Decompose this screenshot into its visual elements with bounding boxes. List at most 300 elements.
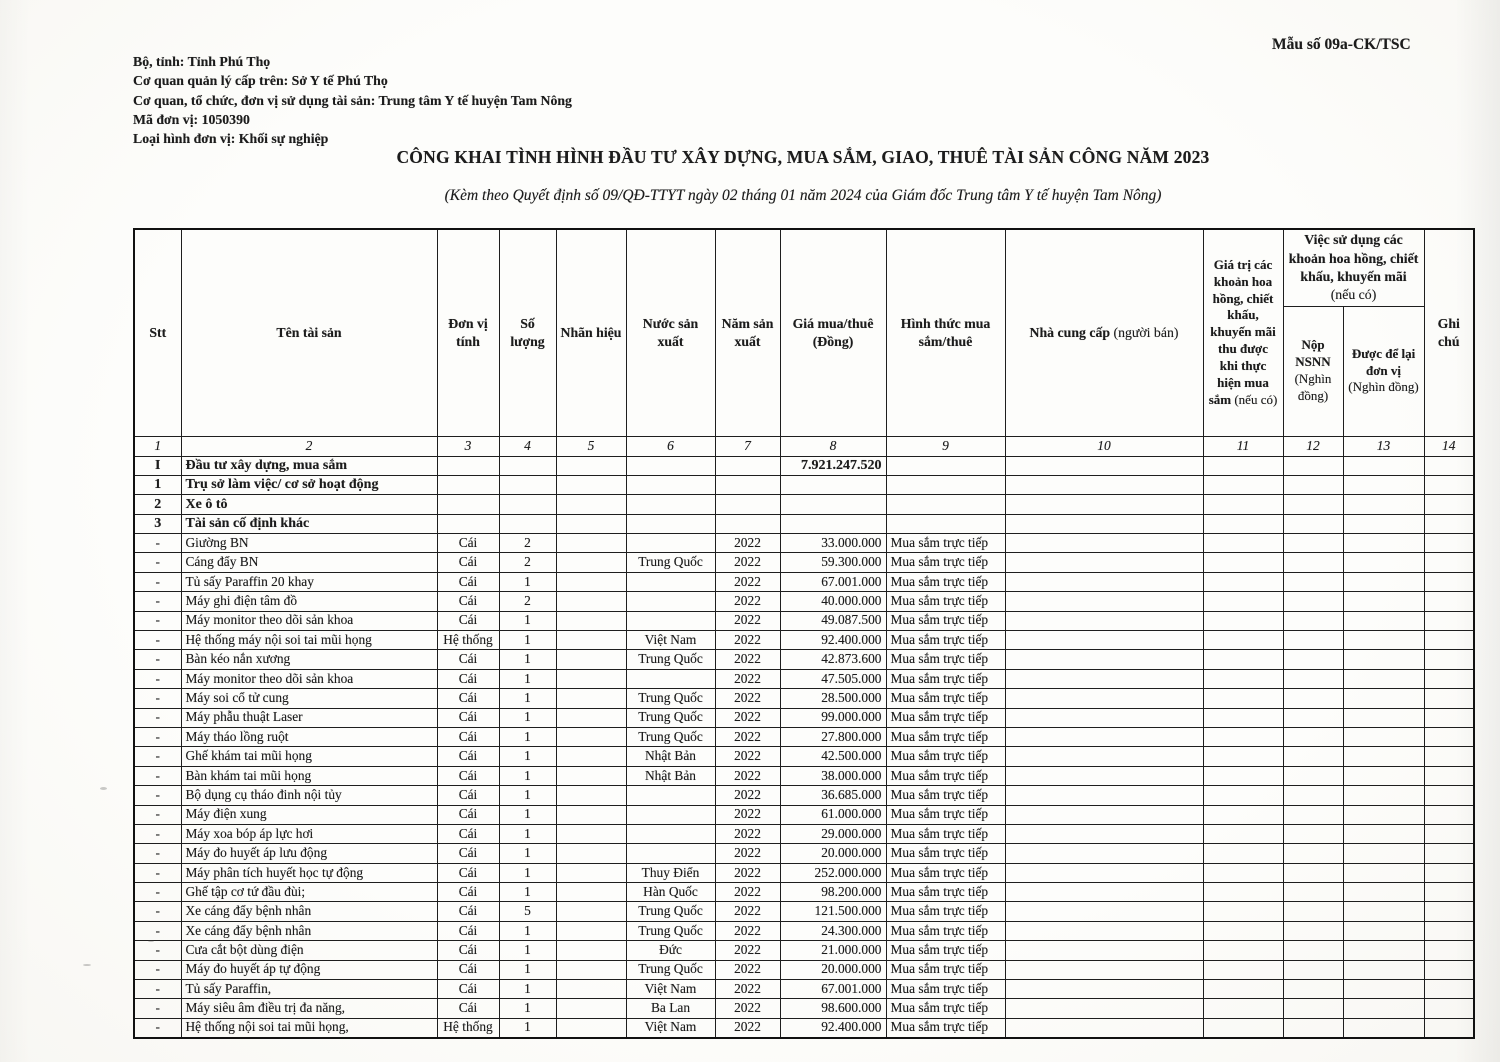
brand-cell	[556, 534, 626, 553]
year-cell: 2022	[715, 980, 780, 999]
supplier-cell	[1005, 689, 1203, 708]
unit-cell: Cái	[437, 611, 499, 630]
note-cell	[1424, 669, 1474, 688]
method-cell: Mua sắm trực tiếp	[886, 650, 1005, 669]
brand-cell	[556, 631, 626, 650]
unit-cell: Cái	[437, 921, 499, 940]
unit-cell: Cái	[437, 534, 499, 553]
year-cell	[715, 456, 780, 475]
retained-cell	[1343, 999, 1424, 1018]
nsnn-cell	[1283, 708, 1343, 727]
header-discount-usage-group: Việc sử dụng các khoản hoa hồng, chiết khấu, khuyến mãi (nếu có)	[1283, 229, 1424, 306]
country-cell: Việt Nam	[626, 980, 715, 999]
year-cell: 2022	[715, 883, 780, 902]
discount-cell	[1203, 980, 1283, 999]
retained-cell	[1343, 650, 1424, 669]
name-cell: Máy xoa bóp áp lực hơi	[181, 824, 437, 843]
nsnn-cell	[1283, 514, 1343, 533]
unit-cell: Cái	[437, 863, 499, 882]
qty-cell: 1	[499, 824, 556, 843]
supplier-cell	[1005, 592, 1203, 611]
note-cell	[1424, 727, 1474, 746]
org-line-superior-agency: Cơ quan quản lý cấp trên: Sở Y tế Phú Thọ	[133, 73, 388, 89]
year-cell: 2022	[715, 863, 780, 882]
brand-cell	[556, 727, 626, 746]
header-brand: Nhãn hiệu	[556, 229, 626, 436]
stt-cell: -	[134, 805, 181, 824]
brand-cell	[556, 980, 626, 999]
stt-cell: -	[134, 747, 181, 766]
price-cell: 20.000.000	[780, 960, 886, 979]
column-number: 12	[1283, 436, 1343, 456]
brand-cell	[556, 689, 626, 708]
unit-cell: Cái	[437, 766, 499, 785]
asset-row	[134, 592, 1474, 611]
note-cell	[1424, 650, 1474, 669]
table-header-row-1	[134, 229, 1474, 306]
qty-cell: 1	[499, 980, 556, 999]
supplier-cell	[1005, 572, 1203, 591]
supplier-cell	[1005, 534, 1203, 553]
section-row	[134, 475, 1474, 494]
year-cell: 2022	[715, 534, 780, 553]
method-cell: Mua sắm trực tiếp	[886, 980, 1005, 999]
unit-cell: Hệ thống	[437, 631, 499, 650]
section-row	[134, 514, 1474, 533]
supplier-cell	[1005, 1018, 1203, 1037]
discount-cell	[1203, 786, 1283, 805]
price-cell: 42.500.000	[780, 747, 886, 766]
price-cell: 98.200.000	[780, 883, 886, 902]
org-line-using-unit: Cơ quan, tổ chức, đơn vị sử dụng tài sản: Trung tâm Y tế huyện Tam Nông	[133, 92, 572, 108]
column-number: 7	[715, 436, 780, 456]
qty-cell: 5	[499, 902, 556, 921]
unit-cell: Cái	[437, 941, 499, 960]
retained-cell	[1343, 960, 1424, 979]
unit-cell: Cái	[437, 553, 499, 572]
header-method: Hình thức mua sắm/thuê	[886, 229, 1005, 436]
qty-cell: 1	[499, 960, 556, 979]
method-cell	[886, 495, 1005, 514]
asset-row	[134, 631, 1474, 650]
nsnn-cell	[1283, 766, 1343, 785]
name-cell: Máy monitor theo dõi sản khoa	[181, 669, 437, 688]
method-cell	[886, 475, 1005, 494]
year-cell: 2022	[715, 631, 780, 650]
price-cell: 7.921.247.520	[780, 456, 886, 475]
discount-cell	[1203, 824, 1283, 843]
supplier-cell	[1005, 611, 1203, 630]
year-cell: 2022	[715, 611, 780, 630]
note-cell	[1424, 960, 1474, 979]
header-asset-name: Tên tài sản	[181, 229, 437, 436]
brand-cell	[556, 514, 626, 533]
note-cell	[1424, 902, 1474, 921]
name-cell: Máy phân tích huyết học tự động	[181, 863, 437, 882]
stt-cell: -	[134, 572, 181, 591]
org-line-unit-type: Loại hình đơn vị: Khối sự nghiệp	[133, 131, 329, 147]
note-cell	[1424, 572, 1474, 591]
method-cell: Mua sắm trực tiếp	[886, 689, 1005, 708]
unit-cell	[437, 514, 499, 533]
supplier-cell	[1005, 844, 1203, 863]
note-cell	[1424, 980, 1474, 999]
discount-cell	[1203, 669, 1283, 688]
note-cell	[1424, 883, 1474, 902]
name-cell: Cưa cắt bột dùng điện	[181, 941, 437, 960]
discount-cell	[1203, 999, 1283, 1018]
price-cell: 99.000.000	[780, 708, 886, 727]
nsnn-cell	[1283, 941, 1343, 960]
asset-row	[134, 941, 1474, 960]
nsnn-cell	[1283, 863, 1343, 882]
supplier-cell	[1005, 786, 1203, 805]
price-cell: 36.685.000	[780, 786, 886, 805]
scan-speck	[83, 964, 91, 966]
asset-row	[134, 611, 1474, 630]
retained-cell	[1343, 708, 1424, 727]
retained-cell	[1343, 902, 1424, 921]
retained-cell	[1343, 689, 1424, 708]
discount-cell	[1203, 495, 1283, 514]
asset-row	[134, 689, 1474, 708]
qty-cell: 1	[499, 786, 556, 805]
qty-cell: 2	[499, 534, 556, 553]
nsnn-cell	[1283, 727, 1343, 746]
stt-cell: -	[134, 611, 181, 630]
price-cell: 252.000.000	[780, 863, 886, 882]
stt-cell: -	[134, 902, 181, 921]
qty-cell: 1	[499, 844, 556, 863]
column-number: 9	[886, 436, 1005, 456]
name-cell: Xe ô tô	[181, 495, 437, 514]
name-cell: Hệ thống máy nội soi tai mũi họng	[181, 631, 437, 650]
asset-row	[134, 727, 1474, 746]
name-cell: Máy đo huyết áp lưu động	[181, 844, 437, 863]
name-cell: Tủ sấy Paraffin 20 khay	[181, 572, 437, 591]
method-cell: Mua sắm trực tiếp	[886, 534, 1005, 553]
price-cell: 121.500.000	[780, 902, 886, 921]
supplier-cell	[1005, 883, 1203, 902]
nsnn-cell	[1283, 999, 1343, 1018]
brand-cell	[556, 960, 626, 979]
discount-cell	[1203, 611, 1283, 630]
country-cell: Thuy Điển	[626, 863, 715, 882]
supplier-cell	[1005, 495, 1203, 514]
unit-cell: Cái	[437, 844, 499, 863]
discount-cell	[1203, 844, 1283, 863]
stt-cell: -	[134, 980, 181, 999]
unit-cell: Cái	[437, 689, 499, 708]
unit-cell: Cái	[437, 902, 499, 921]
qty-cell: 1	[499, 611, 556, 630]
page-title: CÔNG KHAI TÌNH HÌNH ĐẦU TƯ XÂY DỰNG, MUA SẮM, GIAO, THUÊ TÀI SẢN CÔNG NĂM 2023	[396, 147, 1210, 167]
note-cell	[1424, 592, 1474, 611]
year-cell	[715, 514, 780, 533]
supplier-cell	[1005, 747, 1203, 766]
price-cell: 21.000.000	[780, 941, 886, 960]
brand-cell	[556, 805, 626, 824]
unit-cell: Cái	[437, 980, 499, 999]
method-cell: Mua sắm trực tiếp	[886, 863, 1005, 882]
price-cell: 67.001.000	[780, 980, 886, 999]
method-cell: Mua sắm trực tiếp	[886, 766, 1005, 785]
country-cell: Nhật Bản	[626, 747, 715, 766]
method-cell: Mua sắm trực tiếp	[886, 611, 1005, 630]
retained-cell	[1343, 766, 1424, 785]
brand-cell	[556, 921, 626, 940]
retained-cell	[1343, 863, 1424, 882]
nsnn-cell	[1283, 747, 1343, 766]
year-cell: 2022	[715, 941, 780, 960]
year-cell: 2022	[715, 727, 780, 746]
price-cell: 98.600.000	[780, 999, 886, 1018]
discount-cell	[1203, 883, 1283, 902]
org-line-ministry: Bộ, tỉnh: Tỉnh Phú Thọ	[133, 54, 271, 69]
country-cell	[626, 805, 715, 824]
year-cell: 2022	[715, 592, 780, 611]
discount-cell	[1203, 1018, 1283, 1037]
retained-cell	[1343, 669, 1424, 688]
nsnn-cell	[1283, 553, 1343, 572]
country-cell: Hàn Quốc	[626, 883, 715, 902]
unit-cell: Cái	[437, 786, 499, 805]
discount-cell	[1203, 572, 1283, 591]
brand-cell	[556, 902, 626, 921]
country-cell: Đức	[626, 941, 715, 960]
name-cell: Máy ghi điện tâm đồ	[181, 592, 437, 611]
name-cell: Máy siêu âm điều trị đa năng,	[181, 999, 437, 1018]
note-cell	[1424, 766, 1474, 785]
price-cell	[780, 514, 886, 533]
header-price: Giá mua/thuê (Đồng)	[780, 229, 886, 436]
discount-cell	[1203, 514, 1283, 533]
unit-cell: Cái	[437, 805, 499, 824]
price-cell	[780, 495, 886, 514]
method-cell: Mua sắm trực tiếp	[886, 805, 1005, 824]
header-stt: Stt	[134, 229, 181, 436]
country-cell	[626, 824, 715, 843]
nsnn-cell	[1283, 611, 1343, 630]
note-cell	[1424, 921, 1474, 940]
supplier-cell	[1005, 553, 1203, 572]
name-cell: Máy tháo lồng ruột	[181, 727, 437, 746]
asset-row	[134, 553, 1474, 572]
country-cell	[626, 669, 715, 688]
discount-cell	[1203, 727, 1283, 746]
stt-cell: -	[134, 824, 181, 843]
unit-cell: Cái	[437, 708, 499, 727]
stt-cell: -	[134, 766, 181, 785]
country-cell	[626, 611, 715, 630]
column-number: 4	[499, 436, 556, 456]
retained-cell	[1343, 592, 1424, 611]
country-cell	[626, 475, 715, 494]
note-cell	[1424, 747, 1474, 766]
country-cell: Nhật Bản	[626, 766, 715, 785]
nsnn-cell	[1283, 824, 1343, 843]
brand-cell	[556, 553, 626, 572]
year-cell: 2022	[715, 708, 780, 727]
retained-cell	[1343, 941, 1424, 960]
name-cell: Máy phẫu thuật Laser	[181, 708, 437, 727]
nsnn-cell	[1283, 786, 1343, 805]
retained-cell	[1343, 747, 1424, 766]
discount-cell	[1203, 592, 1283, 611]
price-cell: 92.400.000	[780, 631, 886, 650]
nsnn-cell	[1283, 902, 1343, 921]
name-cell: Cáng đẩy BN	[181, 553, 437, 572]
unit-cell: Cái	[437, 592, 499, 611]
note-cell	[1424, 553, 1474, 572]
qty-cell: 1	[499, 863, 556, 882]
header-nop-nsnn: Nộp NSNN (Nghìn đồng)	[1283, 306, 1343, 436]
year-cell: 2022	[715, 824, 780, 843]
discount-cell	[1203, 708, 1283, 727]
name-cell: Hệ thống nội soi tai mũi họng,	[181, 1018, 437, 1037]
stt-cell: 2	[134, 495, 181, 514]
asset-row	[134, 883, 1474, 902]
supplier-cell	[1005, 805, 1203, 824]
asset-row	[134, 669, 1474, 688]
price-cell: 59.300.000	[780, 553, 886, 572]
price-cell: 29.000.000	[780, 824, 886, 843]
stt-cell: -	[134, 553, 181, 572]
price-cell: 24.300.000	[780, 921, 886, 940]
stt-cell: -	[134, 844, 181, 863]
header-retained: Được để lại đơn vị (Nghìn đồng)	[1343, 306, 1424, 436]
org-line-unit-code: Mã đơn vị: 1050390	[133, 111, 250, 127]
asset-row	[134, 805, 1474, 824]
section-row	[134, 456, 1474, 475]
stt-cell: -	[134, 1018, 181, 1037]
year-cell: 2022	[715, 747, 780, 766]
brand-cell	[556, 669, 626, 688]
name-cell: Ghế tập cơ tứ đầu đùi;	[181, 883, 437, 902]
stt-cell: -	[134, 921, 181, 940]
asset-row	[134, 708, 1474, 727]
org-info-block	[133, 52, 572, 148]
retained-cell	[1343, 475, 1424, 494]
asset-row	[134, 863, 1474, 882]
nsnn-cell	[1283, 495, 1343, 514]
unit-cell: Cái	[437, 572, 499, 591]
nsnn-cell	[1283, 805, 1343, 824]
name-cell: Máy điện xung	[181, 805, 437, 824]
retained-cell	[1343, 805, 1424, 824]
qty-cell	[499, 475, 556, 494]
discount-cell	[1203, 941, 1283, 960]
price-cell: 67.001.000	[780, 572, 886, 591]
unit-cell: Cái	[437, 824, 499, 843]
method-cell: Mua sắm trực tiếp	[886, 572, 1005, 591]
header-unit: Đơn vị tính	[437, 229, 499, 436]
nsnn-cell	[1283, 592, 1343, 611]
method-cell: Mua sắm trực tiếp	[886, 727, 1005, 746]
country-cell: Trung Quốc	[626, 650, 715, 669]
supplier-cell	[1005, 631, 1203, 650]
year-cell: 2022	[715, 786, 780, 805]
method-cell: Mua sắm trực tiếp	[886, 883, 1005, 902]
note-cell	[1424, 475, 1474, 494]
stt-cell: -	[134, 708, 181, 727]
country-cell: Việt Nam	[626, 631, 715, 650]
method-cell: Mua sắm trực tiếp	[886, 902, 1005, 921]
name-cell: Xe cáng đẩy bệnh nhân	[181, 902, 437, 921]
supplier-cell	[1005, 669, 1203, 688]
qty-cell	[499, 495, 556, 514]
year-cell: 2022	[715, 902, 780, 921]
method-cell: Mua sắm trực tiếp	[886, 999, 1005, 1018]
stt-cell: -	[134, 999, 181, 1018]
retained-cell	[1343, 883, 1424, 902]
form-code: Mẫu số 09a-CK/TSC	[1272, 36, 1411, 53]
stt-cell: -	[134, 669, 181, 688]
country-cell	[626, 844, 715, 863]
retained-cell	[1343, 1018, 1424, 1037]
stt-cell: -	[134, 863, 181, 882]
name-cell: Giường BN	[181, 534, 437, 553]
asset-row	[134, 1018, 1474, 1037]
nsnn-cell	[1283, 650, 1343, 669]
brand-cell	[556, 611, 626, 630]
unit-cell: Cái	[437, 999, 499, 1018]
qty-cell: 1	[499, 650, 556, 669]
retained-cell	[1343, 980, 1424, 999]
header-supplier: Nhà cung cấp (người bán)	[1005, 229, 1203, 436]
method-cell: Mua sắm trực tiếp	[886, 553, 1005, 572]
asset-row	[134, 960, 1474, 979]
asset-row	[134, 980, 1474, 999]
column-number: 3	[437, 436, 499, 456]
stt-cell: -	[134, 650, 181, 669]
retained-cell	[1343, 611, 1424, 630]
note-cell	[1424, 844, 1474, 863]
retained-cell	[1343, 727, 1424, 746]
supplier-cell	[1005, 514, 1203, 533]
discount-cell	[1203, 534, 1283, 553]
column-number: 5	[556, 436, 626, 456]
scan-speck	[100, 787, 107, 790]
stt-cell: -	[134, 786, 181, 805]
year-cell: 2022	[715, 1018, 780, 1037]
qty-cell: 1	[499, 805, 556, 824]
nsnn-cell	[1283, 631, 1343, 650]
supplier-cell	[1005, 456, 1203, 475]
year-cell: 2022	[715, 689, 780, 708]
retained-cell	[1343, 844, 1424, 863]
name-cell: Bàn kéo nắn xương	[181, 650, 437, 669]
year-cell: 2022	[715, 999, 780, 1018]
price-cell: 92.400.000	[780, 1018, 886, 1037]
price-cell: 42.873.600	[780, 650, 886, 669]
country-cell	[626, 786, 715, 805]
qty-cell	[499, 514, 556, 533]
country-cell: Trung Quốc	[626, 727, 715, 746]
asset-row	[134, 786, 1474, 805]
country-cell: Trung Quốc	[626, 553, 715, 572]
year-cell: 2022	[715, 553, 780, 572]
supplier-cell	[1005, 999, 1203, 1018]
qty-cell: 1	[499, 921, 556, 940]
method-cell: Mua sắm trực tiếp	[886, 1018, 1005, 1037]
qty-cell: 1	[499, 883, 556, 902]
nsnn-cell	[1283, 960, 1343, 979]
nsnn-cell	[1283, 1018, 1343, 1037]
note-cell	[1424, 824, 1474, 843]
stt-cell: -	[134, 727, 181, 746]
column-number-row	[134, 436, 1474, 456]
